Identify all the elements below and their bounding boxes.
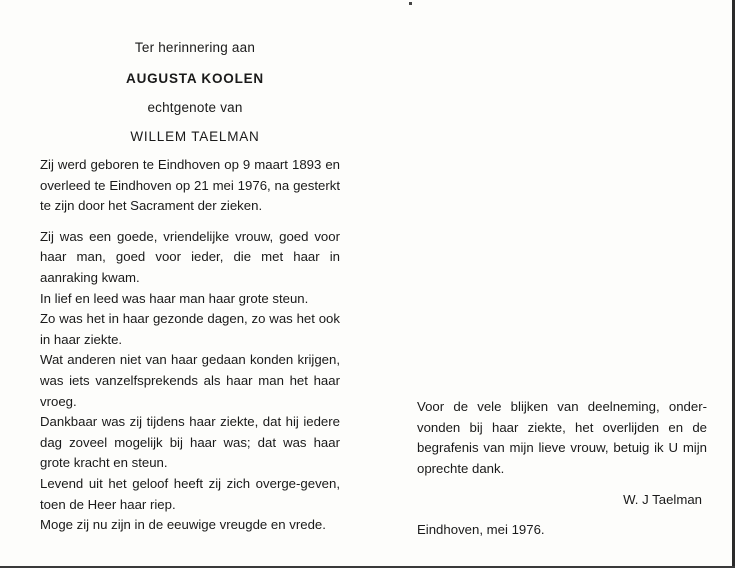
others-paragraph: Wat anderen niet van haar gedaan konden krijgen, was iets vanzelfsprekends als haar man het haar vroeg. — [40, 352, 340, 409]
character-paragraph: Zij was een goede, vriendelijke vrouw, goed voor haar man, goed voor ieder, die met haar in aanraking kwam. — [40, 228, 340, 285]
spouse-intro-text: echtgenote van — [147, 100, 243, 115]
health-paragraph: Zo was het in haar gezonde dagen, zo was het ook in haar ziekte. — [40, 311, 340, 347]
gratitude-paragraph: Dankbaar was zij tijdens haar ziekte, dat hij iedere dag zoveel mogelijk bij haar was; dat was haar grote kracht en steun. — [40, 414, 340, 471]
memorial-text — [40, 155, 340, 536]
faith-paragraph: Levend uit het geloof heeft zij zich overge-geven, toen de Heer haar riep. — [40, 475, 340, 512]
spouse-name: WILLEM TAELMAN — [130, 129, 260, 144]
print-speck — [409, 2, 412, 5]
signature: W. J Taelman — [623, 492, 702, 507]
thanks-column — [417, 397, 707, 537]
thanks-text: Voor de vele blijken van deelneming, onder-vonden bij haar ziekte, het overlijden en de begrafenis van mijn lieve vrouw, betuig ik U mijn oprechte dank. — [417, 399, 707, 476]
intro-text: Ter herinnering aan — [134, 40, 256, 55]
support-paragraph: In lief en leed was haar man haar grote steun. — [40, 290, 309, 306]
deceased-name: AUGUSTA KOOLEN — [126, 71, 264, 86]
birth-death-paragraph: Zij werd geboren te Eindhoven op 9 maart 1893 en overleed te Eindhoven op 21 mei 1976, na gesterkt te zijn door het Sacrament der zieken. — [40, 157, 340, 214]
prayer-paragraph: Moge zij nu zijn in de eeuwige vreugde en vrede. — [40, 517, 326, 533]
place-date: Eindhoven, mei 1976. — [417, 522, 545, 537]
